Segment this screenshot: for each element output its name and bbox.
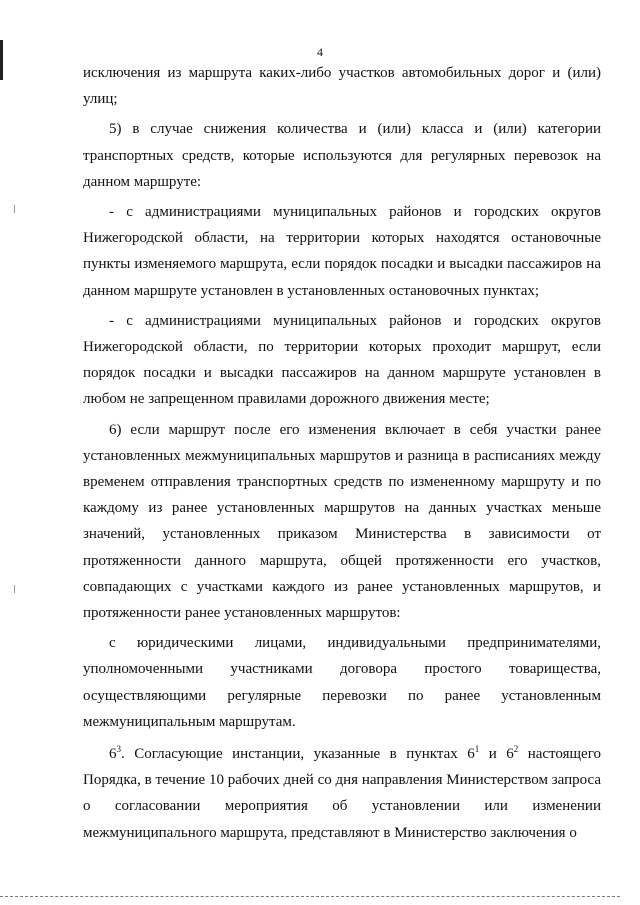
page-bottom-edge bbox=[0, 896, 620, 898]
paragraph: с юридическими лицами, индивидуальными предпринимателями, уполномоченными участниками договора простого товарищества, осуществляющими регулярные перевозки по ранее установленным межмуниципальным маршрутам. bbox=[83, 635, 601, 730]
paragraph: 5) в случае снижения количества и (или) класса и (или) категории транспортных средств, которые используются для регулярных перевозок на данном маршруте: bbox=[83, 121, 601, 190]
paragraph: - с администрациями муниципальных районов и городских округов Нижегородской области, по территории которых проходит маршрут, если порядок посадки и высадки пассажиров на данном маршруте установлен в любом не запрещенном правилами дорожного движения месте; bbox=[83, 312, 601, 408]
superscript: 1 bbox=[474, 744, 480, 755]
page-number: 4 bbox=[317, 45, 323, 59]
paragraph: - с администрациями муниципальных районов и городских округов Нижегородской области, на территории которых находятся остановочные пункты изменяемого маршрута, если порядок посадки и высадки пассажиров на данном маршруте установлен в установленных остановочных пунктах; bbox=[83, 204, 601, 299]
superscript: 3 bbox=[116, 744, 121, 755]
scan-mark bbox=[14, 205, 15, 213]
section-number: 6 bbox=[109, 746, 117, 763]
paragraph-text: . Согласующие инстанции, указанные в пунктах 6 bbox=[121, 746, 475, 763]
paragraph bbox=[83, 741, 601, 846]
paragraph: исключения из маршрута каких-либо участков автомобильных дорог и (или) улиц; bbox=[83, 65, 601, 108]
paragraph: 6) если маршрут после его изменения включает в себя участки ранее установленных межмуниципальных маршрутов и разница в расписаниях между временем отправления транспортных средств по измененному маршруту и по каждому из ранее установленных маршрутов на данных участках меньше значений, установленных приказом Министерства в зависимости от протяженности данного маршрута, общей протяженности его участков, совпадающих с участками каждого из ранее установленных маршрутов, и протяженности ранее установленных маршрутов: bbox=[83, 421, 601, 622]
document-body bbox=[83, 60, 601, 846]
superscript: 2 bbox=[513, 744, 519, 755]
paragraph-text: и 6 bbox=[479, 746, 514, 763]
paragraph-text: настоящего Порядка, в течение 10 рабочих дней со дня направления Министерством запроса о согласовании мероприятия об установлении или изменении межмуниципального маршрута, представляют в Министерство заключения о bbox=[83, 746, 601, 841]
scan-mark bbox=[14, 585, 15, 593]
